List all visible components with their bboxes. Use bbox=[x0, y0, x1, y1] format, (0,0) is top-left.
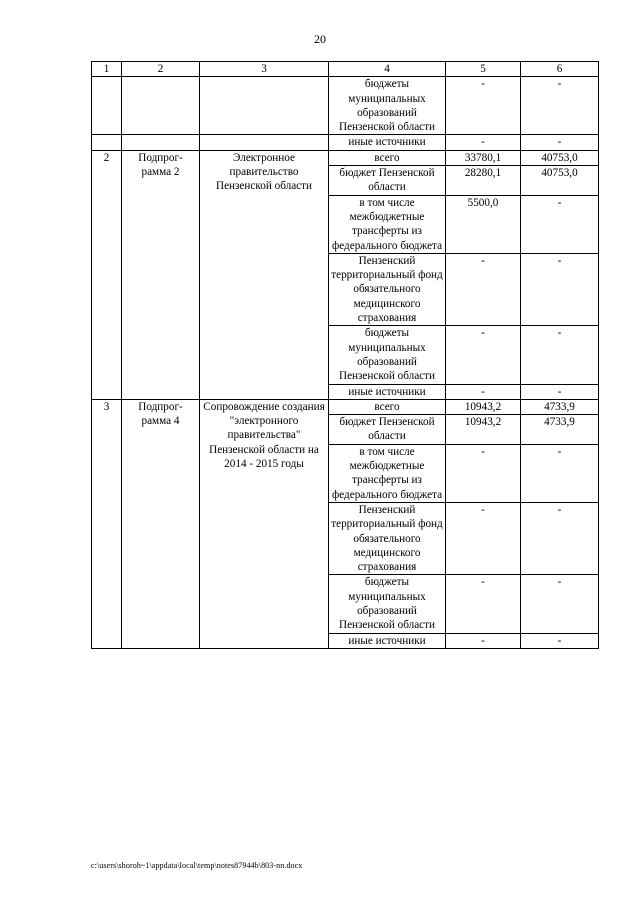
row-number-cell: 3 bbox=[92, 399, 122, 648]
header-cell: 4 bbox=[329, 62, 446, 77]
table-row bbox=[92, 150, 599, 165]
table-row bbox=[92, 135, 599, 150]
value-2014-cell: - bbox=[446, 326, 521, 384]
table-header-row bbox=[92, 62, 599, 77]
budget-table bbox=[91, 61, 599, 649]
file-path-footer: c:\users\shoroh~1\appdata\local\temp\notes87944b\803-nn.docx bbox=[91, 861, 303, 870]
value-2014-cell: - bbox=[446, 384, 521, 399]
value-2015-cell: 40753,0 bbox=[521, 166, 599, 196]
program-name-cell bbox=[200, 77, 329, 135]
value-2014-cell: 5500,0 bbox=[446, 195, 521, 253]
header-cell: 1 bbox=[92, 62, 122, 77]
value-2014-cell: - bbox=[446, 135, 521, 150]
value-2015-cell: - bbox=[521, 135, 599, 150]
value-2015-cell: - bbox=[521, 326, 599, 384]
value-2015-cell: - bbox=[521, 195, 599, 253]
value-2015-cell: - bbox=[521, 384, 599, 399]
source-cell: Пензенский территориальный фонд обязательного медицинского страхования bbox=[329, 502, 446, 574]
source-cell: бюджет Пензенской области bbox=[329, 166, 446, 196]
source-cell: бюджеты муниципальных образований Пензенской области bbox=[329, 326, 446, 384]
value-2014-cell: - bbox=[446, 253, 521, 325]
value-2015-cell: - bbox=[521, 77, 599, 135]
value-2014-cell: 33780,1 bbox=[446, 150, 521, 165]
program-cell: Подпрог-рамма 2 bbox=[122, 150, 200, 399]
value-2015-cell: - bbox=[521, 575, 599, 633]
value-2015-cell: - bbox=[521, 633, 599, 648]
header-cell: 6 bbox=[521, 62, 599, 77]
source-cell: всего bbox=[329, 150, 446, 165]
row-number-cell bbox=[92, 77, 122, 135]
page-number: 20 bbox=[314, 32, 326, 46]
value-2014-cell: 10943,2 bbox=[446, 415, 521, 445]
table-row bbox=[92, 77, 599, 135]
source-cell: иные источники bbox=[329, 135, 446, 150]
program-cell bbox=[122, 77, 200, 135]
header-cell: 5 bbox=[446, 62, 521, 77]
value-2015-cell: - bbox=[521, 502, 599, 574]
value-2015-cell: 40753,0 bbox=[521, 150, 599, 165]
source-cell: в том числе межбюджетные трансферты из федерального бюджета bbox=[329, 444, 446, 502]
value-2014-cell: - bbox=[446, 444, 521, 502]
table-row bbox=[92, 399, 599, 414]
value-2014-cell: - bbox=[446, 575, 521, 633]
value-2014-cell: - bbox=[446, 633, 521, 648]
source-cell: бюджеты муниципальных образований Пензенской области bbox=[329, 77, 446, 135]
source-cell: бюджеты муниципальных образований Пензенской области bbox=[329, 575, 446, 633]
source-cell: иные источники bbox=[329, 384, 446, 399]
header-cell: 2 bbox=[122, 62, 200, 77]
header-cell: 3 bbox=[200, 62, 329, 77]
source-cell: иные источники bbox=[329, 633, 446, 648]
value-2014-cell: - bbox=[446, 77, 521, 135]
value-2015-cell: 4733,9 bbox=[521, 399, 599, 414]
source-cell: Пензенский территориальный фонд обязательного медицинского страхования bbox=[329, 253, 446, 325]
value-2015-cell: 4733,9 bbox=[521, 415, 599, 445]
program-cell: Подпрог-рамма 4 bbox=[122, 399, 200, 648]
program-name-cell: Электронное правительство Пензенской области bbox=[200, 150, 329, 399]
value-2014-cell: - bbox=[446, 502, 521, 574]
row-number-cell: 2 bbox=[92, 150, 122, 399]
source-cell: всего bbox=[329, 399, 446, 414]
source-cell: бюджет Пензенской области bbox=[329, 415, 446, 445]
value-2015-cell: - bbox=[521, 253, 599, 325]
value-2014-cell: 28280,1 bbox=[446, 166, 521, 196]
program-name-cell: Сопровождение создания "электронного правительства" Пензенской области на 2014 - 2015 годы bbox=[200, 399, 329, 648]
source-cell: в том числе межбюджетные трансферты из федерального бюджета bbox=[329, 195, 446, 253]
value-2015-cell: - bbox=[521, 444, 599, 502]
value-2014-cell: 10943,2 bbox=[446, 399, 521, 414]
